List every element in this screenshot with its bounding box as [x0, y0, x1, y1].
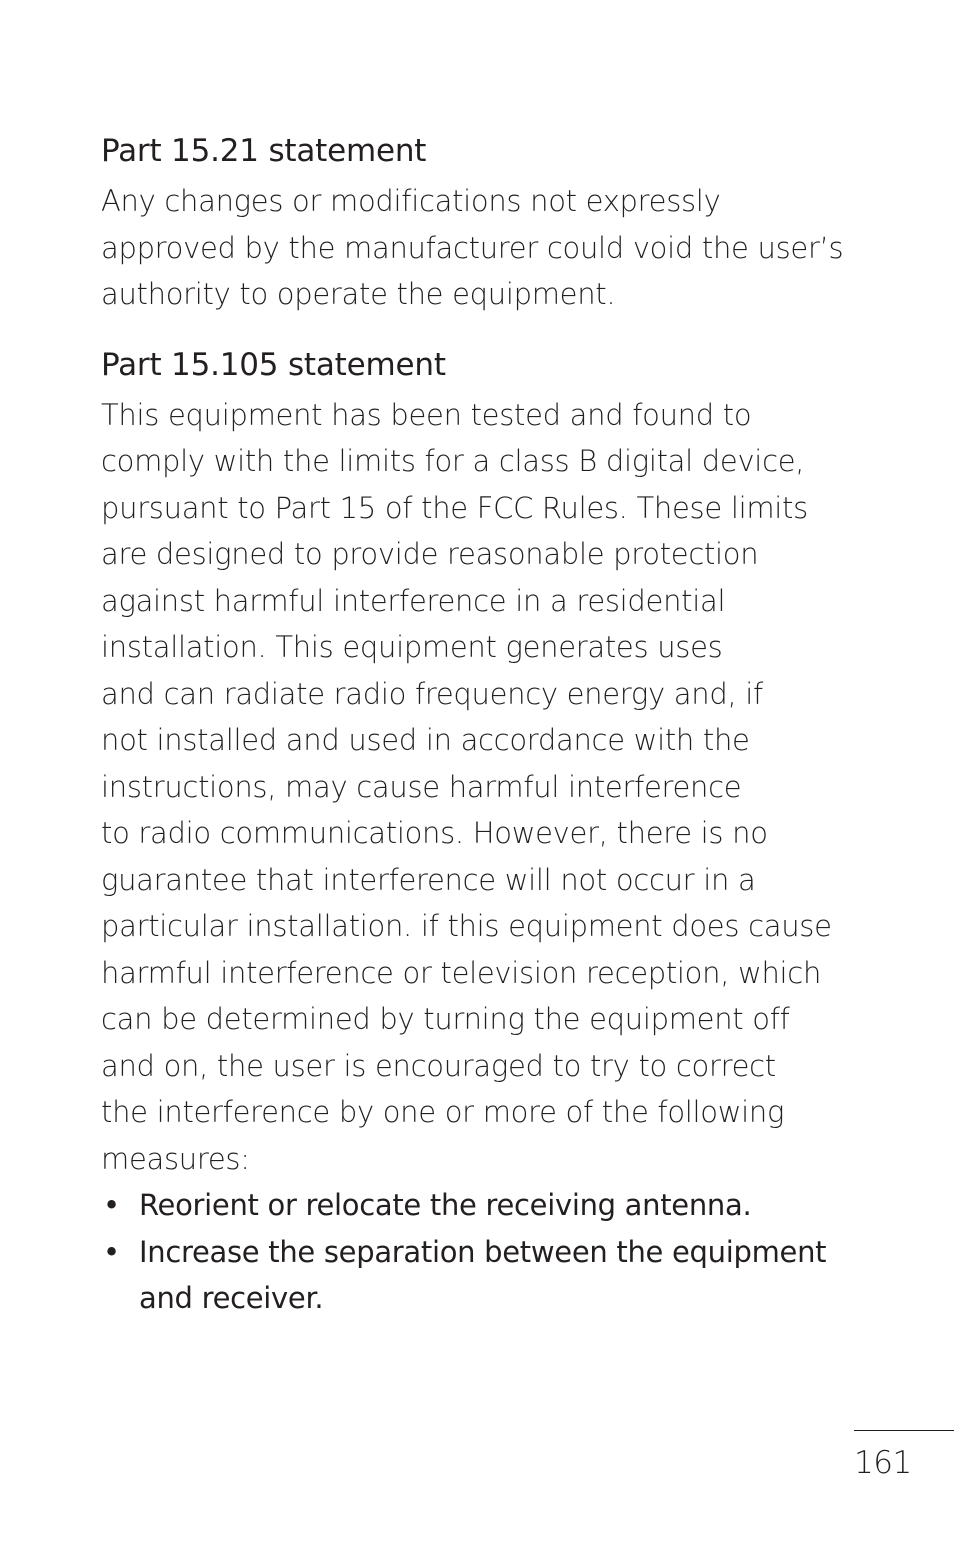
text-line: instructions, may cause harmful interference	[101, 769, 742, 804]
text-line: installation. This equipment generates uses	[101, 630, 723, 664]
text-line: guarantee that interference will not occur in a	[101, 862, 756, 897]
text-line: particular installation. if this equipment does cause	[101, 909, 832, 943]
measures-list	[101, 1182, 891, 1322]
text-line: are designed to provide reasonable protection	[101, 537, 759, 571]
text-line: Increase the separation between the equipment	[139, 1234, 827, 1269]
text-line: authority to operate the equipment.	[101, 277, 616, 311]
section-heading-part-15-21: Part 15.21 statement	[101, 133, 427, 169]
bullet-icon: •	[103, 1234, 120, 1269]
list-item	[101, 1229, 891, 1322]
text-line: This equipment has been tested and found to	[101, 397, 752, 432]
section-heading-part-15-105: Part 15.105 statement	[101, 346, 446, 383]
text-line: Reorient or relocate the receiving antenna.	[139, 1188, 752, 1222]
footer-divider	[854, 1430, 954, 1431]
text-line: can be determined by turning the equipment off	[101, 1002, 790, 1036]
text-line: comply with the limits for a class B digital device,	[101, 444, 805, 478]
text-line: Any changes or modifications not expressly	[101, 184, 721, 218]
text-line: approved by the manufacturer could void the user’s	[101, 230, 844, 265]
bullet-icon: •	[103, 1188, 120, 1222]
paragraph-part-15-21	[101, 178, 891, 318]
text-line: and receiver.	[139, 1281, 324, 1315]
text-line: harmful interference or television reception, which	[101, 955, 822, 990]
text-line: and on, the user is encouraged to try to correct	[101, 1048, 776, 1083]
text-line: to radio communications. However, there is no	[101, 816, 768, 850]
text-line: the interference by one or more of the following	[101, 1095, 785, 1129]
text-line: against harmful interference in a residential	[101, 583, 726, 618]
page-number: 161	[854, 1445, 912, 1481]
page-content	[101, 128, 891, 1322]
text-line: pursuant to Part 15 of the FCC Rules. These limits	[101, 490, 808, 525]
text-line: measures:	[101, 1141, 250, 1176]
paragraph-part-15-105	[101, 392, 891, 1183]
text-line: not installed and used in accordance with the	[101, 723, 750, 757]
list-item	[101, 1182, 891, 1229]
text-line: and can radiate radio frequency energy and, if	[101, 676, 763, 711]
